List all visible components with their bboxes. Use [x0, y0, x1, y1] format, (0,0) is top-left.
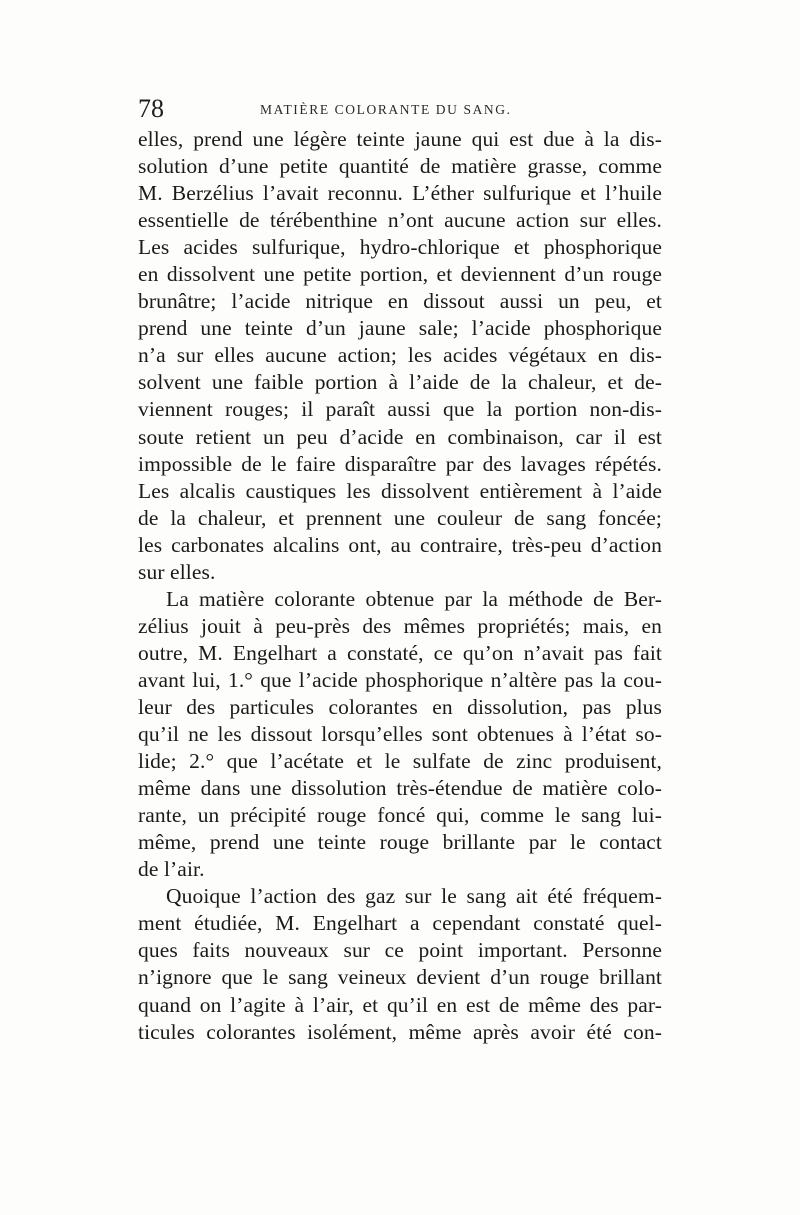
text-line: essentielle de térébenthine n’ont aucune action sur elles.: [138, 208, 662, 233]
paragraph-start-line: La matière colorante obtenue par la méthode de Ber-: [166, 586, 662, 611]
text-line: outre, M. Engelhart a constaté, ce qu’on n’avait pas fait: [138, 640, 662, 665]
text-line: même, prend une teinte rouge brillante par le contact: [138, 830, 662, 855]
text-line: de la chaleur, et prennent une couleur de sang foncée;: [138, 505, 662, 530]
text-line: n’a sur elles aucune action; les acides végétaux en dis-: [138, 343, 662, 368]
text-line: même dans une dissolution très-étendue de matière colo-: [138, 776, 662, 801]
paragraph-end-line: sur elles.: [138, 559, 216, 584]
text-line: n’ignore que le sang veineux devient d’un rouge brillant: [138, 965, 662, 990]
text-line: les carbonates alcalins ont, au contraire, très-peu d’action: [138, 532, 662, 557]
text-line: zélius jouit à peu-près des mêmes propriétés; mais, en: [138, 613, 662, 638]
page-number: 78: [138, 94, 164, 123]
text-line: ques faits nouveaux sur ce point important. Personne: [138, 938, 662, 963]
text-line: ticules colorantes isolément, même après avoir été con-: [138, 1019, 662, 1044]
page-header: [138, 94, 662, 124]
text-line: viennent rouges; il paraît aussi que la portion non-dis-: [138, 397, 662, 422]
text-line: avant lui, 1.° que l’acide phosphorique n’altère pas la cou-: [138, 667, 662, 692]
paragraph-end-line: de l’air.: [138, 857, 205, 882]
text-line: leur des particules colorantes en dissolution, pas plus: [138, 694, 662, 719]
paragraph-start-line: Quoique l’action des gaz sur le sang ait été fréquem-: [166, 884, 662, 909]
text-line: impossible de le faire disparaître par des lavages répétés.: [138, 451, 662, 476]
text-line: rante, un précipité rouge foncé qui, comme le sang lui-: [138, 803, 662, 828]
text-line: en dissolvent une petite portion, et deviennent d’un rouge: [138, 262, 662, 287]
text-line: Les alcalis caustiques les dissolvent entièrement à l’aide: [138, 478, 662, 503]
text-line: lide; 2.° que l’acétate et le sulfate de zinc produisent,: [138, 749, 662, 774]
text-line: Les acides sulfurique, hydro-chlorique et phosphorique: [138, 235, 662, 260]
text-line: brunâtre; l’acide nitrique en dissout aussi un peu, et: [138, 289, 662, 314]
text-line: solvent une faible portion à l’aide de la chaleur, et de-: [138, 370, 662, 395]
text-line: qu’il ne les dissout lorsqu’elles sont obtenues à l’état so-: [138, 722, 662, 747]
text-line: quand on l’agite à l’air, et qu’il en est de même des par-: [138, 992, 662, 1017]
text-line: prend une teinte d’un jaune sale; l’acide phosphorique: [138, 316, 662, 341]
text-line: soute retient un peu d’acide en combinaison, car il est: [138, 424, 662, 449]
text-line: solution d’une petite quantité de matière grasse, comme: [138, 154, 662, 179]
text-line: elles, prend une légère teinte jaune qui est due à la dis-: [138, 127, 662, 151]
text-line: ment étudiée, M. Engelhart a cependant constaté quel-: [138, 911, 662, 936]
body-text: [138, 126, 662, 1046]
running-head: MATIÈRE COLORANTE DU SANG.: [260, 102, 512, 117]
text-line: M. Berzélius l’avait reconnu. L’éther sulfurique et l’huile: [138, 181, 662, 206]
